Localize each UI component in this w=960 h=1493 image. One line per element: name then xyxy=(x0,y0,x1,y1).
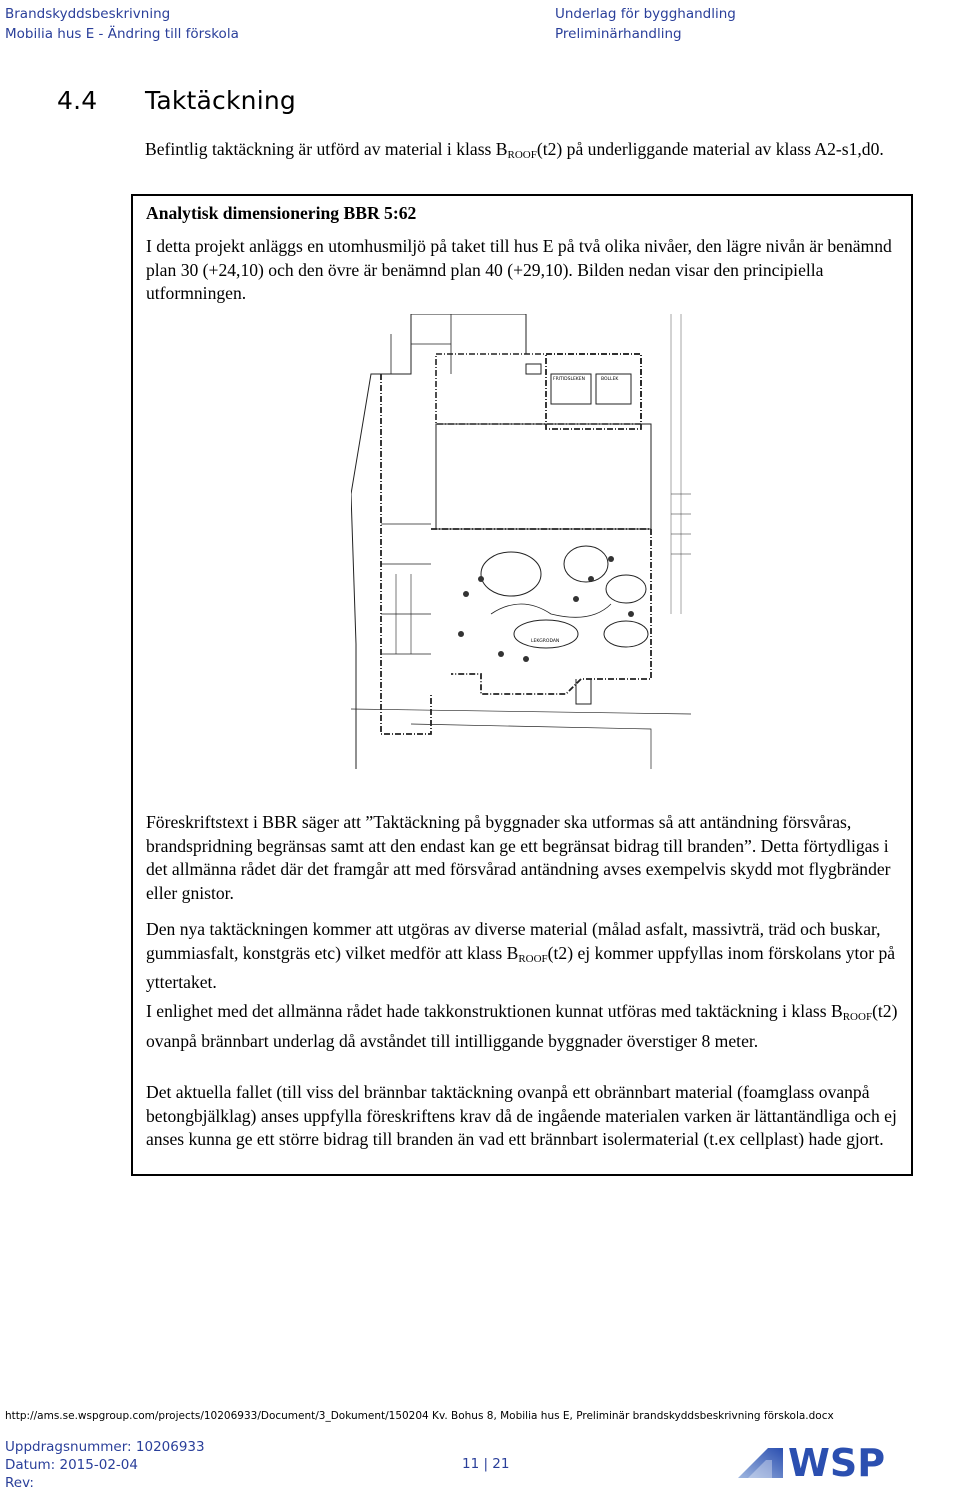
header-left xyxy=(5,4,239,44)
document-type: Brandskyddsbeskrivning xyxy=(5,6,171,22)
header-right xyxy=(555,4,736,44)
document-url: http://ams.se.wspgroup.com/projects/10206933/Document/3_Dokument/150204 Kv. Bohus 8, Mobilia hus E, Preliminär brandskyddsbeskrivning förskola.docx xyxy=(5,1410,834,1422)
box-paragraph-3 xyxy=(146,918,904,995)
revision: Rev: xyxy=(5,1475,34,1491)
plan-label-1: FRITIDSLEKEN xyxy=(553,377,585,382)
plan-label-3: LEKGRODAN xyxy=(531,639,560,644)
section-heading xyxy=(57,86,296,115)
box-paragraph-2: Föreskriftstext i BBR säger att ”Taktäckning på byggnader ska utformas så att antändning försvåras, brandspridning begränsas samt att den endast kan ge ett begränsat bidrag till branden”. Detta förtydligas i det allmänna rådet där det framgår att med försvårad antändning avses exempelvis skydd mot flygbränder eller gnistor. xyxy=(146,812,891,903)
document-date: Datum: 2015-02-04 xyxy=(5,1457,138,1473)
box-paragraph-5: Det aktuella fallet (till viss del brännbar taktäckning ovanpå ett obrännbart material (foamglass ovanpå betongbjälklag) anses uppfylla föreskriftens krav då de ingående materialen varken är lättantändliga och ej anses kunna ge ett större bidrag till branden än vad ett brännbart isolermaterial (t.ex cellplast) hade gjort. xyxy=(146,1082,897,1149)
wsp-logo xyxy=(738,1432,938,1482)
p3-subscript: ROOF xyxy=(518,952,548,965)
p4-subscript: ROOF xyxy=(842,1011,873,1023)
intro-paragraph xyxy=(145,137,935,167)
box-heading: Analytisk dimensionering BBR 5:62 xyxy=(146,203,417,223)
plan-label-2: BOLLEK xyxy=(601,377,619,382)
analysis-box xyxy=(131,194,913,1176)
intro-subscript: ROOF xyxy=(507,149,537,161)
assignment-number: Uppdragsnummer: 10206933 xyxy=(5,1439,205,1455)
intro-text-a: Befintlig taktäckning är utförd av material i klass B xyxy=(145,139,508,159)
section-title: Taktäckning xyxy=(145,86,296,115)
page-number: 11 | 21 xyxy=(462,1456,510,1472)
p4-text-b: (t2) ovanpå brännbart underlag då avståndet till intilliggande byggnader överstiger 8 meter. xyxy=(146,1001,898,1051)
logo-text: WSP xyxy=(788,1441,886,1482)
p3-text-a: Den nya taktäckningen kommer att utgöras av diverse material (målad asfalt, massivträ, träd och buskar, gummiasfalt, konstgräs etc) vilket medför att klass B xyxy=(146,919,881,963)
roof-plan-drawing xyxy=(351,314,691,769)
box-paragraph-1: I detta projekt anläggs en utomhusmiljö på taket till hus E på två olika nivåer, den lägre nivån är benämnd plan 30 (+24,10) och den övre är benämnd plan 40 (+29,10). Bilden nedan visar den principiella utformningen. xyxy=(146,236,892,303)
box-paragraph-4 xyxy=(146,1000,904,1053)
p3-text-b: (t2) ej kommer uppfyllas inom förskolans ytor på yttertaket. xyxy=(146,942,896,992)
document-status: Preliminärhandling xyxy=(555,26,682,42)
section-number: 4.4 xyxy=(57,86,98,115)
p4-text-a: I enlighet med det allmänna rådet hade takkonstruktionen kunnat utföras med taktäckning i klass B xyxy=(146,1001,843,1021)
project-name: Mobilia hus E - Ändring till förskola xyxy=(5,26,239,42)
document-purpose: Underlag för bygghandling xyxy=(555,6,736,22)
intro-text-b: (t2) på underliggande material av klass A2-s1,d0. xyxy=(536,139,884,159)
